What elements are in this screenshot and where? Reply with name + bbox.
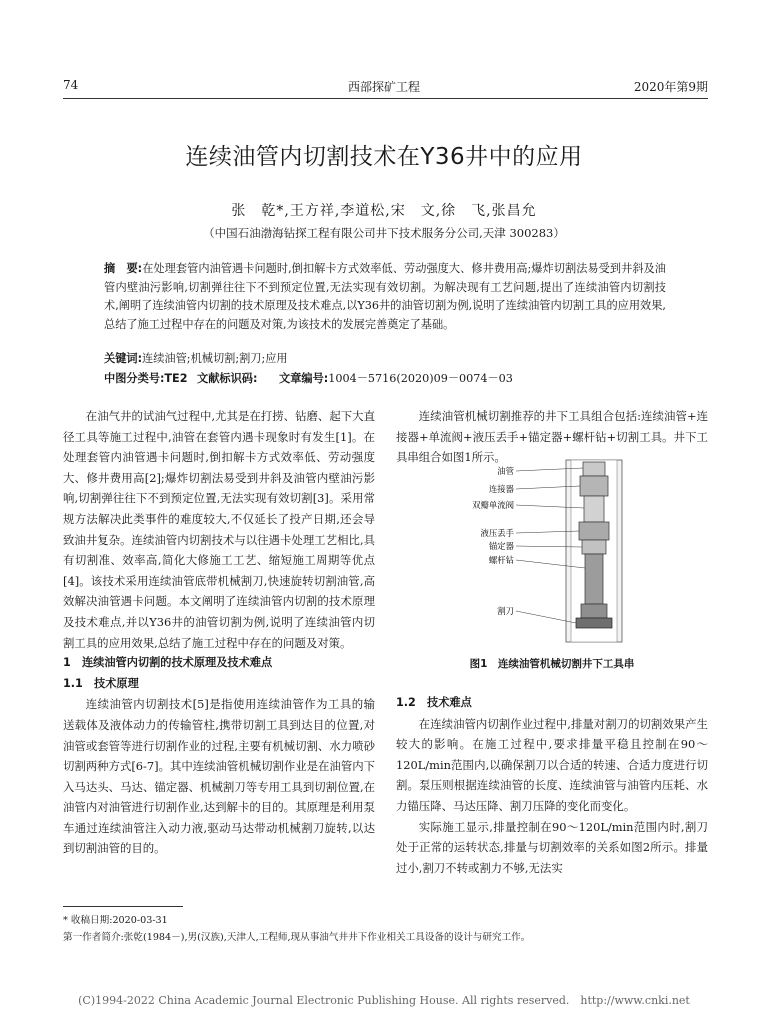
journal-name: 西部探矿工程 [347, 80, 420, 94]
figure-label-screw-motor: 螺杆钻 [488, 555, 514, 565]
figure-label-check-valve: 双瓣单流阀 [472, 500, 514, 510]
section-1-2-heading: 1.2 技术难点 [396, 696, 472, 709]
difficulty-paragraph-1: 在连续油管内切割作业过程中,排量对割刀的切割效果产生较大的影响。在施工过程中,要求排量平稳且控制在90～120L/min范围内,以确保割刀以合适的转速、合适力度进行切割。泵压则根据连续油管的长度、连续油管与油管内压耗、水力锚压降、马达压降、割刀压降的变化而变化。 [396, 716, 708, 813]
abstract-label: 摘 要: [104, 262, 143, 275]
article-title: 连续油管内切割技术在Y36井中的应用 [185, 144, 583, 170]
figure-label-tubing: 油管 [497, 466, 514, 476]
figure-label-hydraulic-release: 液压丢手 [480, 528, 514, 538]
classification-label: 中图分类号: [104, 372, 165, 385]
figure-1-caption: 图1 连续油管机械切割井下工具串 [469, 658, 635, 670]
article-no-label: 文章编号: [279, 372, 329, 385]
article-no-value: 1004－5716(2020)09－0074－03 [328, 372, 513, 385]
authors: 张 乾*,王方祥,李道松,宋 文,徐 飞,张昌允 [231, 203, 537, 219]
header-rule [63, 98, 708, 99]
figure-label-connector: 连接器 [488, 484, 514, 494]
abstract-text: 在处理套管内油管遇卡问题时,倒扣解卡方式效率低、劳动强度大、修井费用高;爆炸切割法易受到井斜及油管内壁油污影响,切割弹往往下不到预定位置,无法实现有效切割。为解决现有工艺问题,提出了连续油管内切割技术,阐明了连续油管内切割的技术原理及技术难点,以Y36井的油管切割为例,说明了连续油管内切割工具的应用效果,总结了施工过程中存在的问题及对策,为该技术的发展完善奠定了基础。 [104, 262, 666, 331]
classification-line [104, 370, 666, 389]
abstract [104, 260, 666, 334]
page-number: 74 [63, 78, 79, 92]
right-column-bottom [396, 693, 708, 878]
figure-label-anchor: 锚定器 [488, 541, 514, 551]
keywords-label: 关键词: [104, 352, 143, 365]
received-date: * 收稿日期:2020-03-31 [63, 915, 168, 926]
intro-paragraph: 在油气井的试油气过程中,尤其是在打捞、钻磨、起下大直径工具等施工过程中,油管在套管内遇卡现象时有发生[1]。在处理套管内油管遇卡问题时,倒扣解卡方式效率低、劳动强度大、修井费用高[2];爆炸切割法易受到井斜及油管内壁油污影响,切割弹往往下不到预定位置,无法实现有效切割[3]。采用常规方法解决此类事件的难度较大,不仅延长了投产日期,还会导致油井复杂。连续油管内切割技术与以往遇卡处理工艺相比,具有切割准、效率高,简化大修施工工艺、缩短施工周期等优点[4]。该技术采用连续油管底带机械割刀,快速旋转切割油管,高效解决油管遇卡问题。本文阐明了连续油管内切割的技术原理及技术难点,并以Y36井的油管切割为例,说明了连续油管内切割工具的应用效果,总结了施工过程中存在的问题及对策。 [63, 409, 375, 650]
journal-issue: 2020年第9期 [633, 80, 708, 94]
left-column [63, 406, 375, 859]
keywords [104, 350, 666, 369]
affiliation: （中国石油渤海钻探工程有限公司井下技术服务分公司,天津 300283） [203, 226, 565, 240]
author-bio: 第一作者简介:张乾(1984－),男(汉族),天津人,工程师,现从事油气井井下作业相关工具设备的设计与研究工作。 [63, 932, 531, 943]
copyright-notice: (C)1994-2022 China Academic Journal Electronic Publishing House. All rights reserved. http://www.cnki.net [78, 994, 690, 1007]
section-1-heading: 1 连续油管内切割的技术原理及技术难点 [63, 656, 273, 670]
downhole-tool-string-figure [458, 458, 658, 644]
tools-paragraph: 连续油管机械切割推荐的井下工具组合包括:连续油管+连接器+单流阀+液压丢手+锚定器+螺杆钻+切割工具。井下工具串组合如图1所示。 [396, 409, 708, 465]
section-1-1-heading: 1.1 技术原理 [63, 676, 139, 690]
difficulty-paragraph-2: 实际施工显示,排量控制在90～120L/min范围内时,割刀处于正常的运转状态,排量与切割效率的关系如图2所示。排量过小,割刀不转或割力不够,无法实 [396, 819, 708, 875]
footnote-rule [63, 906, 183, 907]
keywords-text: 连续油管;机械切割;割刀;应用 [142, 352, 288, 365]
doc-code-label: 文献标识码: [197, 372, 258, 385]
classification-value: TE2 [164, 372, 188, 385]
figure-label-cutter: 割刀 [497, 606, 514, 616]
principle-paragraph: 连续油管内切割技术[5]是指使用连续油管作为工具的输送载体及液体动力的传输管柱,携带切割工具到达目的位置,对油管或套管等进行切割作业的过程,主要有机械切割、水力喷砂切割两种方式[6-7]。其中连续油管机械切割作业是在油管内下入马达头、马达、锚定器、机械割刀等专用工具到切割位置,在油管内对油管进行切割作业,达到解卡的目的。其原理是利用泵车通过连续油管注入动力液,驱动马达带动机械割刀旋转,以达到切割油管的目的。 [63, 697, 375, 856]
